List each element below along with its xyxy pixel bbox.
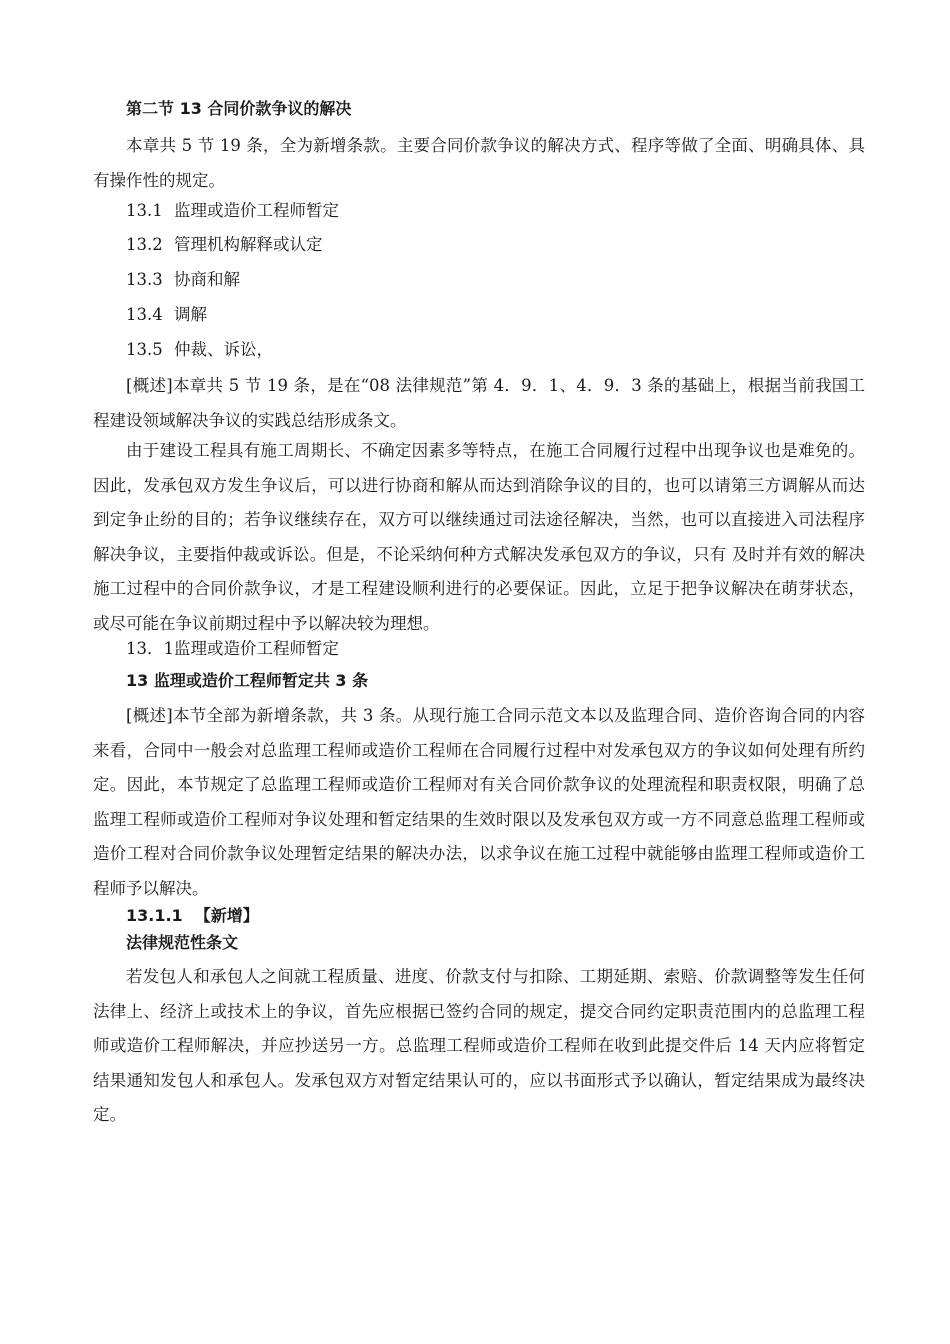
sub-item-label: 监理或造价工程师暂定: [174, 639, 339, 658]
list-item-label: 管理机构解释或认定: [174, 235, 323, 254]
list-item-label: 监理或造价工程师暂定: [174, 201, 339, 220]
clause-header: [126, 904, 259, 928]
clause-heading: 法律规范性条文: [126, 933, 239, 952]
list-item-label: 协商和解: [174, 270, 240, 289]
clause-text: 若发包人和承包人之间就工程质量、进度、价款支付与扣除、工期延期、索赔、价款调整等发生任何法律上、经济上或技术上的争议，首先应根据已签约合同的规定，提交合同约定职责范围内的总监理工程师或造价工程师解决，并应抄送另一方。总监理工程师或造价工程师在收到此提交件后 14 天内应将暂定结果通知发包人和承包人。发承包双方对暂定结果认可的，应以书面形式予以确认，暂定结果成为最终决定。: [93, 967, 865, 1124]
sub-item-number: 13．1: [126, 639, 174, 658]
subsection-title: 13 监理或造价工程师暂定共 3 条: [126, 671, 369, 690]
body-paragraph-1: 由于建设工程具有施工周期长、不确定因素多等特点，在施工合同履行过程中出现争议也是难免的。因此，发承包双方发生争议后，可以进行协商和解从而达到消除争议的目的，也可以请第三方调解从而达到定争止纷的目的；若争议继续存在，双方可以继续通过司法途径解决，当然，也可以直接进入司法程序解决争议，主要指仲裁或诉讼。但是，不论采纳何种方式解决发承包双方的争议，只有 及时并有效的解决施工过程中的合同价款争议，才是工程建设顺利进行的必要保证。因此，立足于把争议解决在萌芽状态，或尽可能在争议前期过程中予以解决较为理想。: [93, 441, 865, 633]
sub-item: [126, 637, 339, 661]
list-item: [126, 338, 273, 362]
list-item: [126, 268, 240, 292]
clause-tag: 【新增】: [194, 906, 259, 925]
list-item-number: 13.2: [126, 235, 163, 254]
intro-paragraph: 本章共 5 节 19 条，全为新增条款。主要合同价款争议的解决方式、程序等做了全面、明确具体、具有操作性的规定。: [93, 136, 865, 190]
list-item-number: 13.3: [126, 270, 163, 289]
section-title: 第二节 13 合同价款争议的解决: [126, 99, 352, 118]
overview-paragraph-2: [概述]本节全部为新增条款，共 3 条。从现行施工合同示范文本以及监理合同、造价咨询合同的内容来看，合同中一般会对总监理工程师或造价工程师在合同履行过程中对发承包双方的争议如何处理有所约定。因此，本节规定了总监理工程师或造价工程师对有关合同价款争议的处理流程和职责权限，明确了总监理工程师或造价工程师对争议处理和暂定结果的生效时限以及发承包双方或一方不同意总监理工程师或造价工程对合同价款争议处理暂定结果的解决办法，以求争议在施工过程中就能够由监理工程师或造价工程师予以解决。: [93, 706, 865, 898]
list-item-label: 调解: [174, 305, 207, 324]
list-item-number: 13.1: [126, 201, 163, 220]
clause-number: 13.1.1: [126, 906, 183, 925]
list-item-number: 13.4: [126, 305, 163, 324]
overview-paragraph-1: [概述]本章共 5 节 19 条，是在“08 法律规范”第 4．9．1、4．9．3 条的基础上，根据当前我国工程建设领域解决争议的实践总结形成条文。: [93, 376, 865, 430]
list-item: [126, 233, 323, 257]
list-item: [126, 303, 207, 327]
list-item-label: 仲裁、诉讼，: [174, 340, 273, 359]
list-item-number: 13.5: [126, 340, 163, 359]
list-item: [126, 199, 339, 223]
